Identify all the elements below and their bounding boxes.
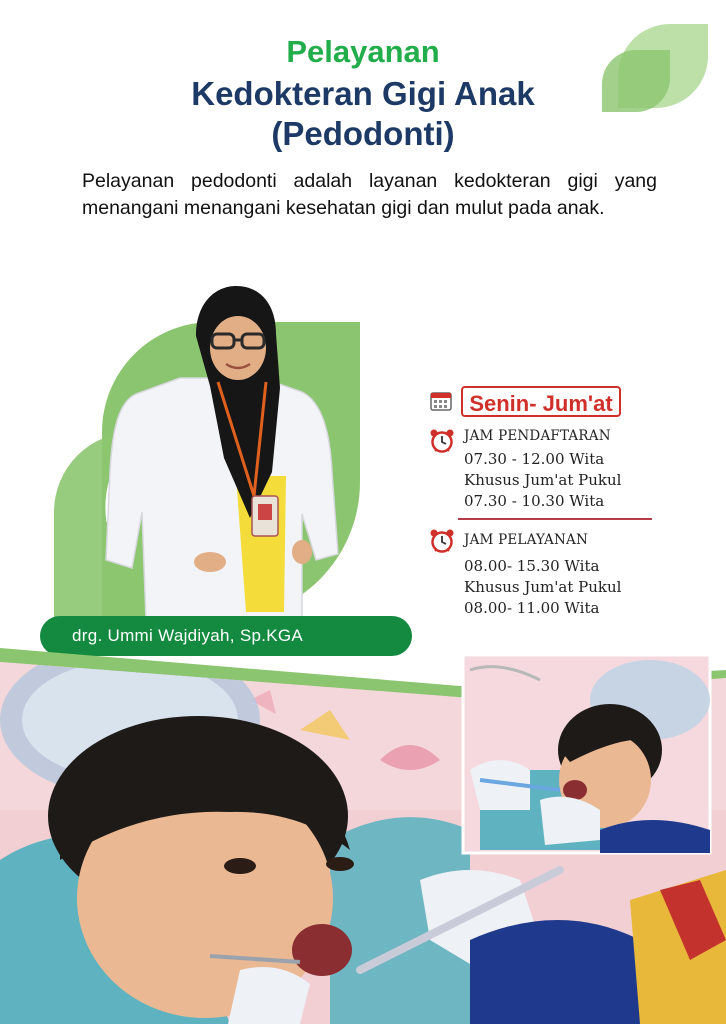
doctor-name-label: drg. Ummi Wajdiyah, Sp.KGA [40,616,412,656]
schedule-divider [458,518,652,520]
days-badge: Senin- Jum'at [461,386,621,417]
alarm-clock-icon [430,528,454,554]
service-heading: JAM PELAYANAN [464,532,588,548]
title-pelayanan: Pelayanan [286,34,440,69]
registration-hours: 07.30 - 12.00 Wita [464,450,605,468]
child-dental-exam-photo [0,640,726,1024]
service-friday-hours: 08.00- 11.00 Wita [464,599,600,617]
doctor-portrait [40,282,370,622]
registration-heading: JAM PENDAFTARAN [464,428,611,444]
registration-friday-label: Khusus Jum'at Pukul [464,471,622,489]
service-description: Pelayanan pedodonti adalah layanan kedokteran gigi yang menangani menangani kesehatan gigi dan mulut pada anak. [82,170,657,219]
title-kedokteran-gigi-anak: Kedokteran Gigi Anak [191,75,535,112]
title-pedodonti: (Pedodonti) [271,115,455,152]
service-friday-label: Khusus Jum'at Pukul [464,578,622,596]
registration-friday-hours: 07.30 - 10.30 Wita [464,492,605,510]
calendar-icon [430,391,452,411]
alarm-clock-icon [430,428,454,454]
service-hours: 08.00- 15.30 Wita [464,557,600,575]
